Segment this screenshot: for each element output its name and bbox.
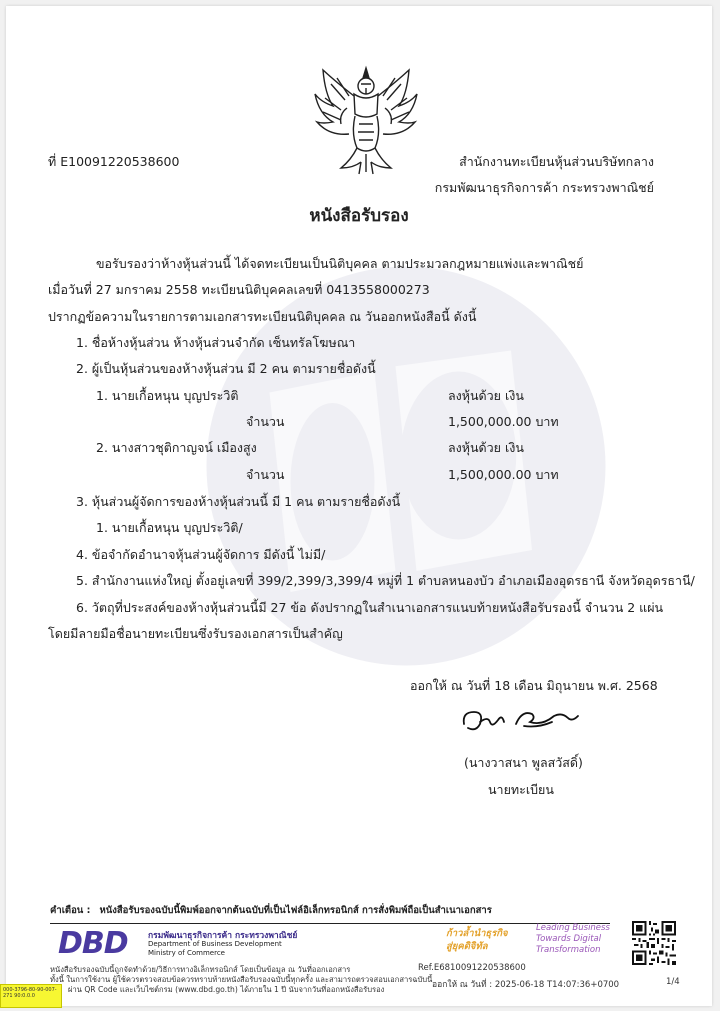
partner-amount: 1,500,000.00 บาท [448,414,559,429]
registrar-name: (นางวาสนา พูลสวัสดิ์) [464,755,583,770]
warning-notice [50,903,492,918]
footer-divider [50,923,610,924]
item-objectives: 6. วัตถุที่ประสงค์ของห้างหุ้นส่วนนี้มี 27 ข้อ ดังปรากฏในสำเนาเอกสารแนบท้ายหนังสือรับรองนี้ จำนวน 2 แผ่น [76,600,664,615]
partner-amount-label: จำนวน [246,414,285,429]
item-managing-partner: 3. หุ้นส่วนผู้จัดการของห้างหุ้นส่วนนี้ มี 1 คน ตามรายชื่อดังนี้ [76,494,401,509]
slogan-th-2: สู่ยุคดิจิทัล [446,941,488,952]
partner-name: 1. นายเกื้อหนุน บุญประวิติ [96,388,239,403]
yellow-stamp-label: 000-3796-80-90-007-271 90:0.0.0 [0,984,62,1008]
item-partnership-name: 1. ชื่อห้างหุ้นส่วน ห้างหุ้นส่วนจำกัด เซ็นทรัลโฆษณา [76,335,356,350]
issue-date: ออกให้ ณ วันที่ 18 เดือน มิถุนายน พ.ศ. 2568 [410,678,658,693]
document-title: หนังสือรับรอง [309,206,409,226]
certificate-page [6,6,712,1006]
footer-note-3: ผ่าน QR Code และเว็บไซต์กรม (www.dbd.go.th) ได้ภายใน 1 ปี นับจากวันที่ออกหนังสือรับรอง [68,985,385,994]
office-name: สำนักงานทะเบียนหุ้นส่วนบริษัทกลาง [459,154,654,169]
registrar-title: นายทะเบียน [488,782,554,797]
reference-number: Ref.E6810091220538600 [418,963,526,973]
qr-code-icon [632,921,676,965]
slogan-en-1: Leading Business [536,923,610,933]
partner-invest-label: ลงหุ้นด้วย เงิน [448,388,524,403]
dept-name-th: กรมพัฒนาธุรกิจการค้า กระทรวงพาณิชย์ [148,931,298,941]
garuda-emblem-icon [311,64,421,176]
dbd-logo-text: DBD [58,926,128,961]
dbd-logo [58,926,138,961]
footer-note-1: หนังสือรับรองฉบับนี้ถูกจัดทำด้วย/วิธีการทางอิเล็กทรอนิกส์ โดยเป็นข้อมูล ณ วันที่ออกเอกสาร [50,965,351,974]
intro-line-3: ปรากฏข้อความในรายการตามเอกสารทะเบียนนิติบุคคล ณ วันออกหนังสือนี้ ดังนี้ [48,309,477,324]
slogan-en-3: Transformation [536,945,601,955]
partner-amount-label: จำนวน [246,467,285,482]
ministry-name: กรมพัฒนาธุรกิจการค้า กระทรวงพาณิชย์ [434,180,654,195]
objectives-note: โดยมีลายมือชื่อนายทะเบียนซึ่งรับรองเอกสารเป็นสำคัญ [48,626,343,641]
document-number: ที่ E10091220538600 [48,154,180,169]
ministry-name-en: Ministry of Commerce [148,949,225,957]
warning-label: คำเตือน : [50,905,91,916]
signature-icon [458,702,583,738]
issue-timestamp: ออกให้ ณ วันที่ : 2025-06-18 T14:07:36+0700 [432,980,620,990]
item-authority-limit: 4. ข้อจำกัดอำนาจหุ้นส่วนผู้จัดการ มีดังนี้ ไม่มี/ [76,547,326,562]
partner-invest-label: ลงหุ้นด้วย เงิน [448,440,524,455]
intro-line-2: เมื่อวันที่ 27 มกราคม 2558 ทะเบียนนิติบุคคลเลขที่ 0413558000273 [48,282,430,297]
intro-line-1: ขอรับรองว่าห้างหุ้นส่วนนี้ ได้จดทะเบียนเป็นนิติบุคคล ตามประมวลกฎหมายแพ่งและพาณิชย์ [96,256,584,271]
item-head-office: 5. สำนักงานแห่งใหญ่ ตั้งอยู่เลขที่ 399/2,399/3,399/4 หมู่ที่ 1 ตำบลหนองบัว อำเภอเมืองอุดรธานี จังหวัดอุดรธานี/ [76,573,695,588]
managing-partner-name: 1. นายเกื้อหนุน บุญประวิติ/ [96,520,243,535]
slogan-th-1: ก้าวล้ำนำธุรกิจ [446,928,508,939]
item-partners: 2. ผู้เป็นหุ้นส่วนของห้างหุ้นส่วน มี 2 คน ตามรายชื่อดังนี้ [76,361,376,376]
warning-text: หนังสือรับรองฉบับนี้พิมพ์ออกจากต้นฉบับที่เป็นไฟล์อิเล็กทรอนิกส์ การสั่งพิมพ์ถือเป็นสำเนาเอกสาร [99,905,492,916]
partner-name: 2. นางสาวชุติกาญจน์ เมืองสูง [96,440,257,455]
slogan-en-2: Towards Digital [536,934,602,944]
footer-note-2: ทั้งนี้ ในการใช้งาน ผู้ใช้ควรตรวจสอบข้อควรทราบท้ายหนังสือรับรองฉบับนี้ทุกครั้ง และสามารถตรวจสอบเอกสารฉบับนี้ [50,975,433,984]
dept-name-en: Department of Business Development [148,940,282,948]
partner-amount: 1,500,000.00 บาท [448,467,559,482]
page-number: 1/4 [666,977,680,987]
